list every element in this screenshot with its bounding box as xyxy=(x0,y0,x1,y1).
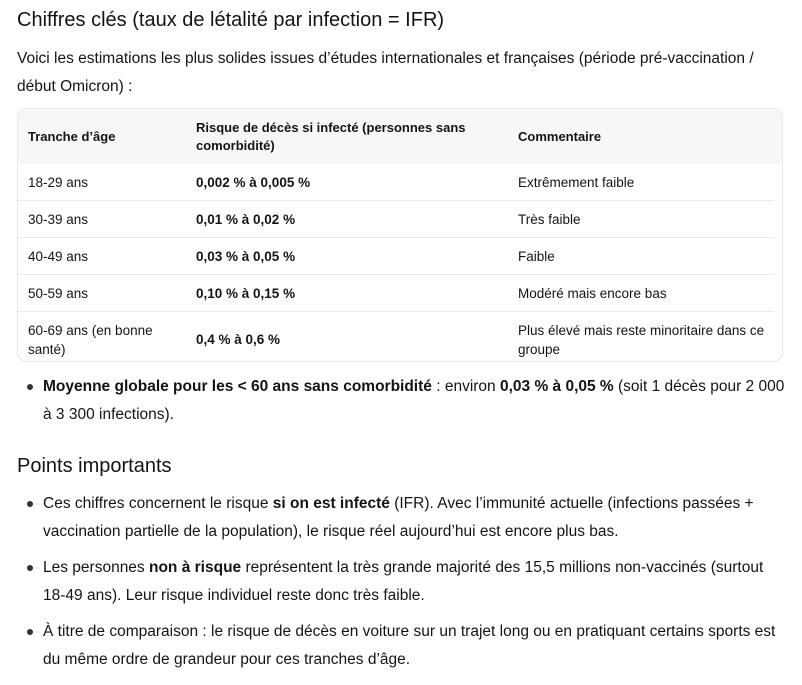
cell-age: 60-69 ans (en bonne santé) xyxy=(28,322,153,357)
point-bold: non à risque xyxy=(149,559,242,576)
cell-comment: Très faible xyxy=(518,211,581,227)
summary-bold-value: 0,03 % à 0,05 % xyxy=(499,378,614,395)
table-row xyxy=(18,312,774,362)
summary-list xyxy=(17,373,785,429)
point-bold: si on est infecté xyxy=(272,495,390,512)
summary-text-a: : environ xyxy=(431,378,500,395)
intro-paragraph: Voici les estimations les plus solides issues d’études internationales et françaises (période pré-vaccination / début Omicron) : xyxy=(17,50,754,95)
cell-comment: Faible xyxy=(518,248,555,264)
header-death-risk: Risque de décès si infecté (personnes sans comorbidité) xyxy=(196,119,466,153)
point-text-a: Ces chiffres concernent le risque xyxy=(43,495,273,512)
table-row xyxy=(18,238,774,275)
cell-age: 18-29 ans xyxy=(28,174,89,190)
cell-comment: Modéré mais encore bas xyxy=(518,285,667,301)
list-item xyxy=(17,554,785,610)
ifr-table xyxy=(17,108,783,362)
point-text-a: À titre de comparaison : le risque de décès en voiture sur un trajet long ou en pratiquant certains sports est du même ordre de grandeur pour ces tranches d’âge. xyxy=(43,623,776,668)
cell-risk: 0,002 % à 0,005 % xyxy=(196,174,311,190)
cell-comment: Extrêmement faible xyxy=(518,174,635,190)
table-header-row xyxy=(18,109,782,164)
point-text-a: Les personnes xyxy=(43,559,149,576)
list-item xyxy=(17,490,785,546)
cell-risk: 0,4 % à 0,6 % xyxy=(196,332,281,347)
table-row xyxy=(18,201,774,238)
summary-bold-lead: Moyenne globale pour les < 60 ans sans comorbidité xyxy=(43,378,432,395)
point-text-b: représentent la très grande majorité des 15,5 millions non-vaccinés (surtout 18-49 ans). Leur risque individuel reste donc très faible. xyxy=(43,559,764,604)
cell-risk: 0,03 % à 0,05 % xyxy=(196,248,296,264)
cell-comment: Plus élevé mais reste minoritaire dans ce groupe xyxy=(518,322,765,357)
cell-age: 30-39 ans xyxy=(28,211,89,227)
list-item xyxy=(17,373,785,429)
list-item xyxy=(17,618,785,674)
summary-text-b: (soit 1 décès pour 2 000 à 3 300 infections). xyxy=(43,378,785,423)
header-comment: Commentaire xyxy=(518,128,602,144)
cell-risk: 0,10 % à 0,15 % xyxy=(196,285,296,301)
section-heading-key-figures: Chiffres clés (taux de létalité par infection = IFR) xyxy=(17,9,445,31)
important-points-list xyxy=(17,490,785,682)
table-row xyxy=(18,275,774,312)
header-age-group: Tranche d’âge xyxy=(28,128,116,144)
section-heading-important-points: Points importants xyxy=(17,455,172,477)
table-row xyxy=(18,164,774,201)
cell-age: 50-59 ans xyxy=(28,285,89,301)
cell-age: 40-49 ans xyxy=(28,248,89,264)
cell-risk: 0,01 % à 0,02 % xyxy=(196,211,296,227)
point-text-b: (IFR). Avec l’immunité actuelle (infections passées + vaccination partielle de la population), le risque réel aujourd’hui est encore plus bas. xyxy=(43,495,754,540)
